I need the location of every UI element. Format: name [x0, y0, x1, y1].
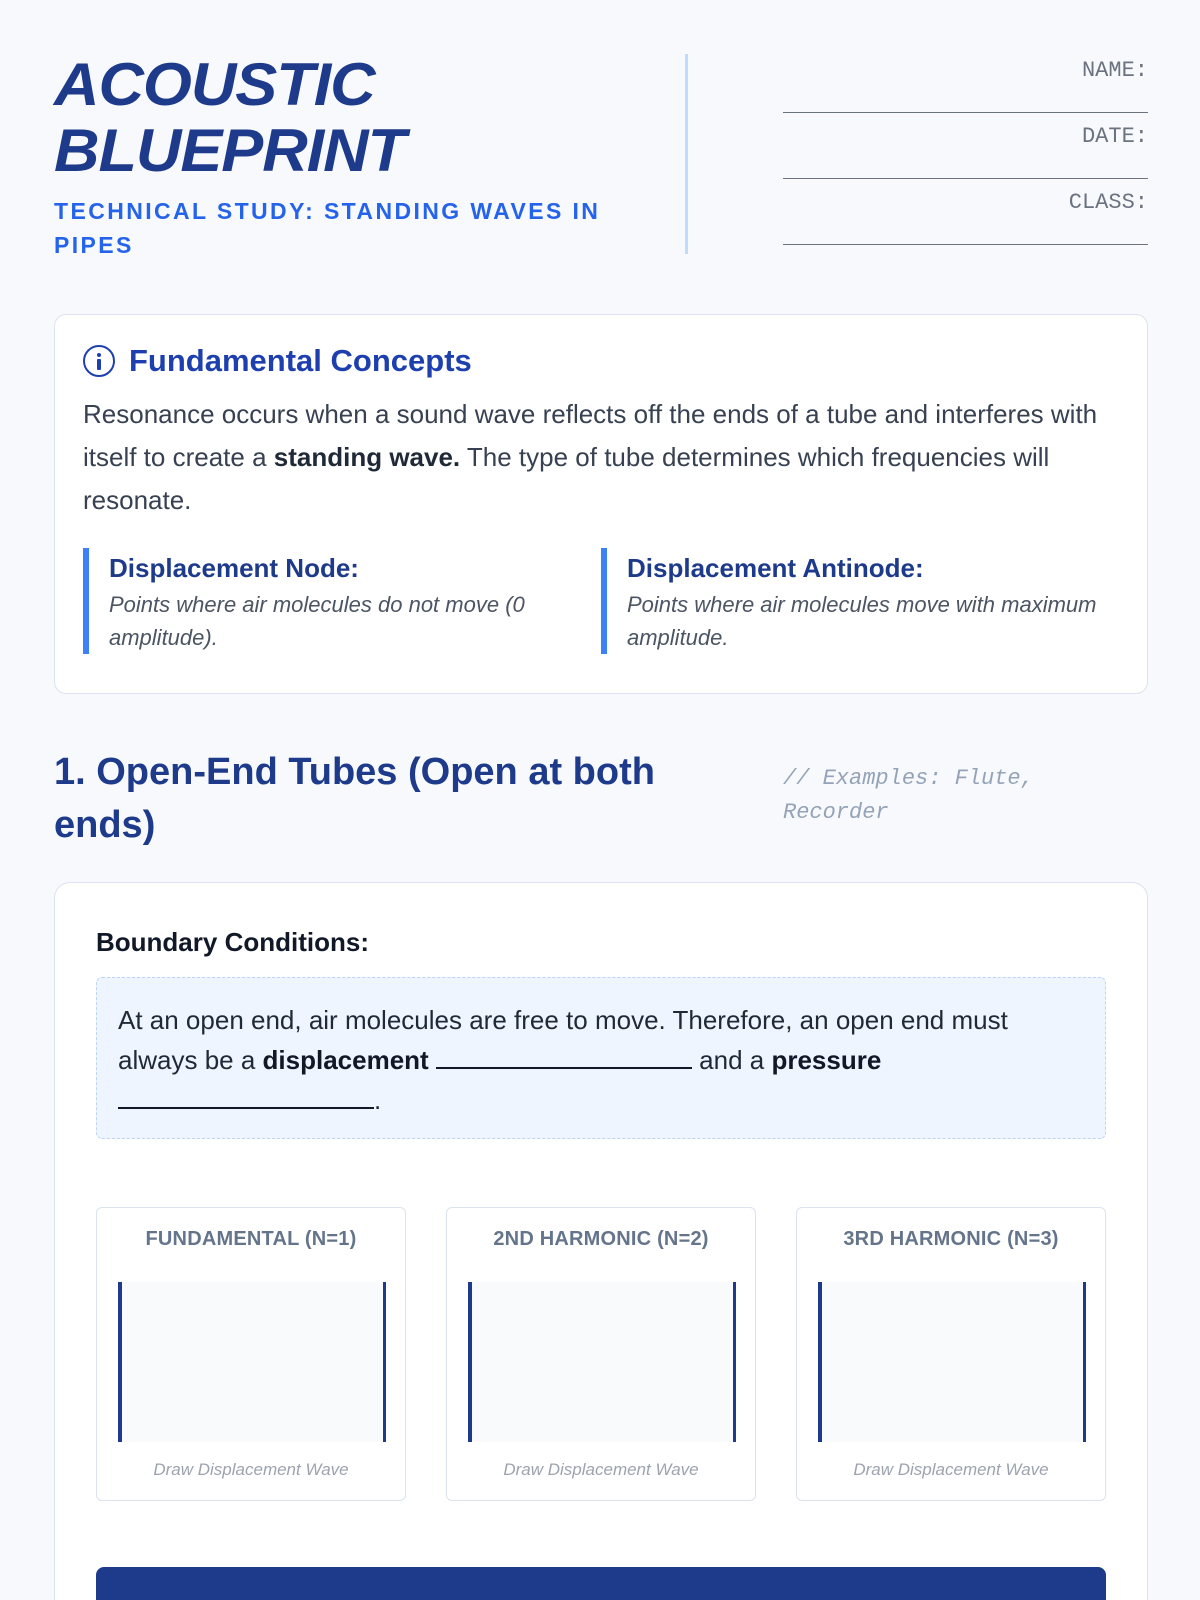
boundary-bold-1: displacement: [262, 1045, 429, 1075]
harmonic-caption: Draw Displacement Wave: [503, 1460, 699, 1479]
harmonic-box-3: [796, 1207, 1106, 1501]
worksheet-header: [54, 52, 1148, 256]
answer-blank-2[interactable]: [118, 1081, 374, 1109]
definition-antinode: [601, 548, 1119, 654]
name-line[interactable]: [783, 112, 1148, 113]
dark-banner: [96, 1567, 1106, 1600]
harmonic-caption: Draw Displacement Wave: [153, 1460, 349, 1479]
definition-term: Displacement Antinode:: [627, 553, 924, 583]
boundary-title: Boundary Conditions:: [96, 927, 369, 957]
tube-wall-right: [1083, 1282, 1087, 1442]
concepts-card: [54, 314, 1148, 694]
definition-term: Displacement Node:: [109, 553, 359, 583]
boundary-text-2: and a: [691, 1045, 772, 1075]
concepts-body-part1: Resonance occurs when a sound wave reflects off the ends of a tube and interferes with itself to create a: [83, 399, 1098, 472]
boundary-bold-2: pressure: [771, 1045, 882, 1075]
class-field[interactable]: [783, 188, 1148, 254]
definitions: [83, 548, 1119, 654]
header-divider: [685, 54, 688, 254]
title-line-1: ACOUSTIC: [54, 51, 375, 118]
date-field[interactable]: [783, 122, 1148, 188]
boundary-text-1: At an open end, air molecules are free to move. Therefore, an open end must always be a: [118, 1005, 1008, 1075]
definition-text: Points where air molecules do not move (0 amplitude).: [109, 592, 525, 650]
harmonics-row: [96, 1207, 1106, 1501]
tube-wall-left: [118, 1282, 122, 1442]
concepts-body: [83, 393, 1119, 522]
boundary-box: [96, 977, 1106, 1139]
date-line[interactable]: [783, 178, 1148, 179]
drawing-area[interactable]: [468, 1282, 736, 1442]
name-label: NAME:: [1081, 58, 1148, 83]
boundary-text-3: .: [374, 1085, 382, 1115]
concepts-header: [83, 341, 1119, 381]
concepts-title: Fundamental Concepts: [129, 343, 472, 378]
student-fields: [783, 56, 1148, 254]
section-note: // Examples: Flute, Recorder: [783, 766, 1034, 825]
harmonic-label: FUNDAMENTAL (N=1): [145, 1228, 357, 1250]
concepts-body-bold: standing wave.: [273, 442, 461, 472]
class-label: CLASS:: [1068, 190, 1148, 215]
main-title: [54, 52, 684, 184]
harmonic-label: 2ND HARMONIC (N=2): [493, 1228, 709, 1250]
subtitle: TECHNICAL STUDY: STANDING WAVES IN PIPES: [54, 198, 601, 258]
concepts-body-part2: The type of tube determines which frequencies will resonate.: [83, 442, 1050, 515]
name-field[interactable]: [783, 56, 1148, 122]
harmonic-label: 3RD HARMONIC (N=3): [843, 1228, 1059, 1250]
tube-wall-right: [383, 1282, 387, 1442]
open-tube-card: [54, 882, 1148, 1600]
tube-wall-left: [818, 1282, 822, 1442]
info-icon: [83, 345, 115, 377]
drawing-area[interactable]: [818, 1282, 1086, 1442]
harmonic-box-1: [96, 1207, 406, 1501]
title-line-2: BLUEPRINT: [54, 117, 406, 184]
section-title: 1. Open-End Tubes (Open at both ends): [54, 751, 655, 846]
date-label: DATE:: [1081, 124, 1148, 149]
class-line[interactable]: [783, 244, 1148, 245]
answer-blank-1[interactable]: [436, 1041, 692, 1069]
title-block: [54, 52, 654, 262]
tube-wall-left: [468, 1282, 472, 1442]
drawing-area[interactable]: [118, 1282, 386, 1442]
definition-text: Points where air molecules move with maximum amplitude.: [627, 592, 1097, 650]
harmonic-box-2: [446, 1207, 756, 1501]
harmonic-caption: Draw Displacement Wave: [853, 1460, 1049, 1479]
tube-wall-right: [733, 1282, 737, 1442]
definition-node: [83, 548, 601, 654]
